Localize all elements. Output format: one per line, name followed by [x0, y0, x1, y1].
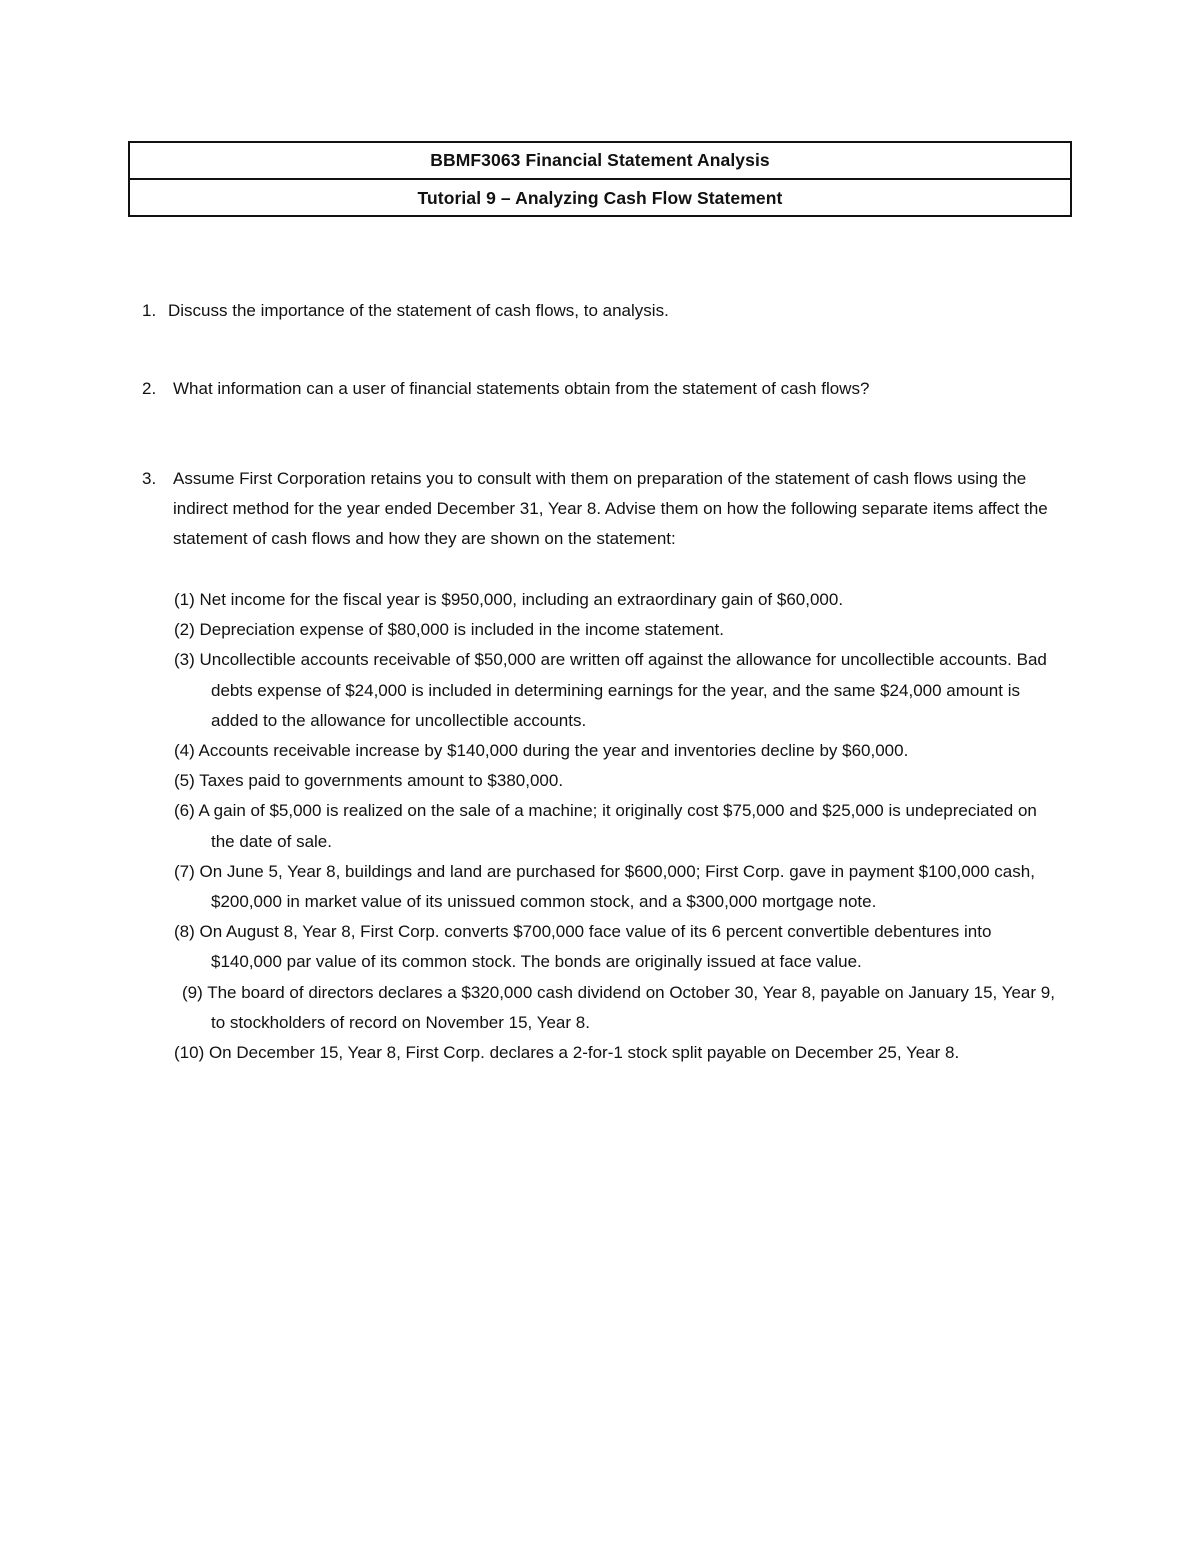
list-item: (5) Taxes paid to governments amount to $380,000.: [174, 771, 564, 791]
list-item: (6) A gain of $5,000 is realized on the sale of a machine; it originally cost $75,000 and $25,000 is undepreciated on the date of sale.: [174, 801, 1037, 851]
question-1: [142, 296, 1062, 326]
course-title: BBMF3063 Financial Statement Analysis: [130, 143, 1070, 180]
list-item: (2) Depreciation expense of $80,000 is included in the income statement.: [174, 620, 724, 640]
list-item: (4) Accounts receivable increase by $140,000 during the year and inventories decline by $60,000.: [174, 741, 909, 761]
question-3: [142, 464, 1062, 555]
list-item: (3) Uncollectible accounts receivable of $50,000 are written off against the allowance for uncollectible accounts. Bad debts expense of $24,000 is included in determining earnings for the year, and the same $24,000 amount is added to the allowance for uncollectible accounts.: [174, 650, 1047, 730]
list-item: (8) On August 8, Year 8, First Corp. converts $700,000 face value of its 6 percent convertible debentures into $140,000 par value of its common stock. The bonds are originally issued at face value.: [174, 922, 992, 972]
question-2: [142, 374, 1062, 404]
list-item: (7) On June 5, Year 8, buildings and land are purchased for $600,000; First Corp. gave in payment $100,000 cash, $200,000 in market value of its unissued common stock, and a $300,000 mortgage note.: [174, 861, 1035, 912]
question-number: 1.: [142, 301, 157, 320]
question-3-items: [174, 585, 1064, 1068]
tutorial-title: Tutorial 9 – Analyzing Cash Flow Statement: [417, 188, 783, 208]
question-text: Assume First Corporation retains you to consult with them on preparation of the statement of cash flows using the indirect method for the year ended December 31, Year 8. Advise them on how the following separate items affect the statement of cash flows and how they are shown on the statement:: [173, 469, 1048, 549]
title-box: [128, 141, 1072, 217]
question-text: What information can a user of financial statements obtain from the statement of cash flows?: [173, 379, 870, 398]
list-item: (10) On December 15, Year 8, First Corp. declares a 2-for-1 stock split payable on December 25, Year 8.: [174, 1043, 960, 1063]
list-item: (1) Net income for the fiscal year is $950,000, including an extraordinary gain of $60,000.: [174, 590, 844, 609]
question-number: 3.: [142, 469, 157, 488]
question-number: 2.: [142, 379, 157, 398]
list-item: (9) The board of directors declares a $320,000 cash dividend on October 30, Year 8, payable on January 15, Year 9, to stockholders of record on November 15, Year 8.: [182, 982, 1055, 1032]
question-text: Discuss the importance of the statement of cash flows, to analysis.: [168, 301, 669, 320]
